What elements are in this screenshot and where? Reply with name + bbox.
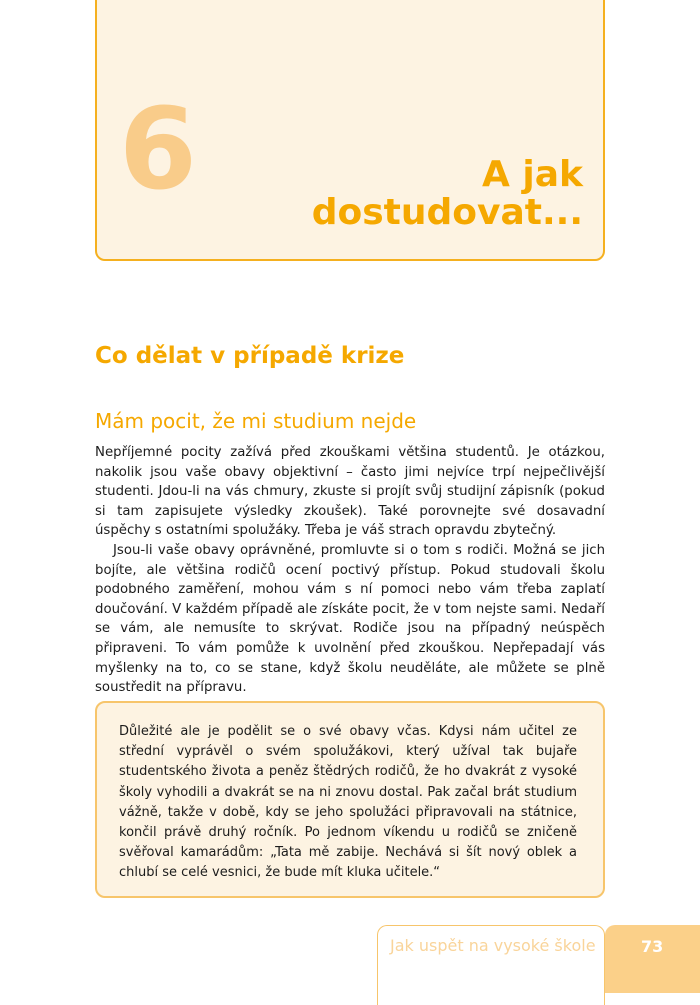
note-text: Důležité ale je podělit se o své obavy včas. Kdysi nám učitel ze střední vyprávěl o svém spolužákovi, který užíval tak bujaře studentského života a peněz štědrých rodičů, že ho dvakrát z vysoké školy vyhodili a dvakrát se na ni znovu dostal. Pak začal brát studium vážně, takže v době, kdy se jeho spolužáci připravovali na státnice, končil právě druhý ročník. Po jednom víkendu u rodičů se zničeně svěřoval kamarádům: „Tata mě zabije. Nechává si šít nový oblek a chlubí se celé vesnici, že bude mít kluka učitele.“ bbox=[119, 724, 577, 881]
chapter-header-box bbox=[95, 0, 605, 261]
page-number: 73 bbox=[641, 937, 664, 956]
footer-book-title-tab bbox=[377, 925, 605, 1005]
chapter-title bbox=[312, 156, 583, 232]
body-paragraph-1: Nepříjemné pocity zažívá před zkouškami většina studentů. Je otázkou, nakolik jsou vaše obavy objektivní – často jimi nejvíce trpí nejpečlivější studenti. Jdou-li na vás chmury, zkuste si projít svůj studijní zápisník (pokud si tam zapisujete výsledky zkoušek). Také porovnejte své dosavadní úspěchy s ostatními spolužáky. Třeba je váš strach opravdu zbytečný. bbox=[95, 445, 605, 539]
chapter-title-line-2: dostudovat... bbox=[311, 192, 583, 233]
chapter-title-line-1: A jak bbox=[482, 154, 583, 195]
subsection-heading: Mám pocit, že mi studium nejde bbox=[95, 409, 417, 433]
page-number-tab bbox=[605, 925, 700, 993]
chapter-number: 6 bbox=[119, 85, 195, 215]
footer-book-title: Jak uspět na vysoké škole bbox=[390, 936, 596, 955]
body-text bbox=[95, 443, 605, 698]
section-heading: Co dělat v případě krize bbox=[95, 343, 405, 369]
note-box bbox=[95, 701, 605, 898]
body-paragraph-2: Jsou-li vaše obavy oprávněné, promluvte si o tom s rodiči. Možná se jich bojíte, ale většina rodičů ocení poctivý přístup. Pokud studovali školu podobného zaměření, mohou vám s ní pomoci nebo vám třeba zaplatí doučování. V každém případě ale získáte pocit, že v tom nejste sami. Nedaří se vám, ale nemusíte to skrývat. Rodiče jsou na případný neúspěch připraveni. To vám pomůže k uvolnění před zkouškou. Nepřepadají vás myšlenky na to, co se stane, když školu neuděláte, ale můžete se plně soustředit na přípravu. bbox=[95, 542, 605, 696]
